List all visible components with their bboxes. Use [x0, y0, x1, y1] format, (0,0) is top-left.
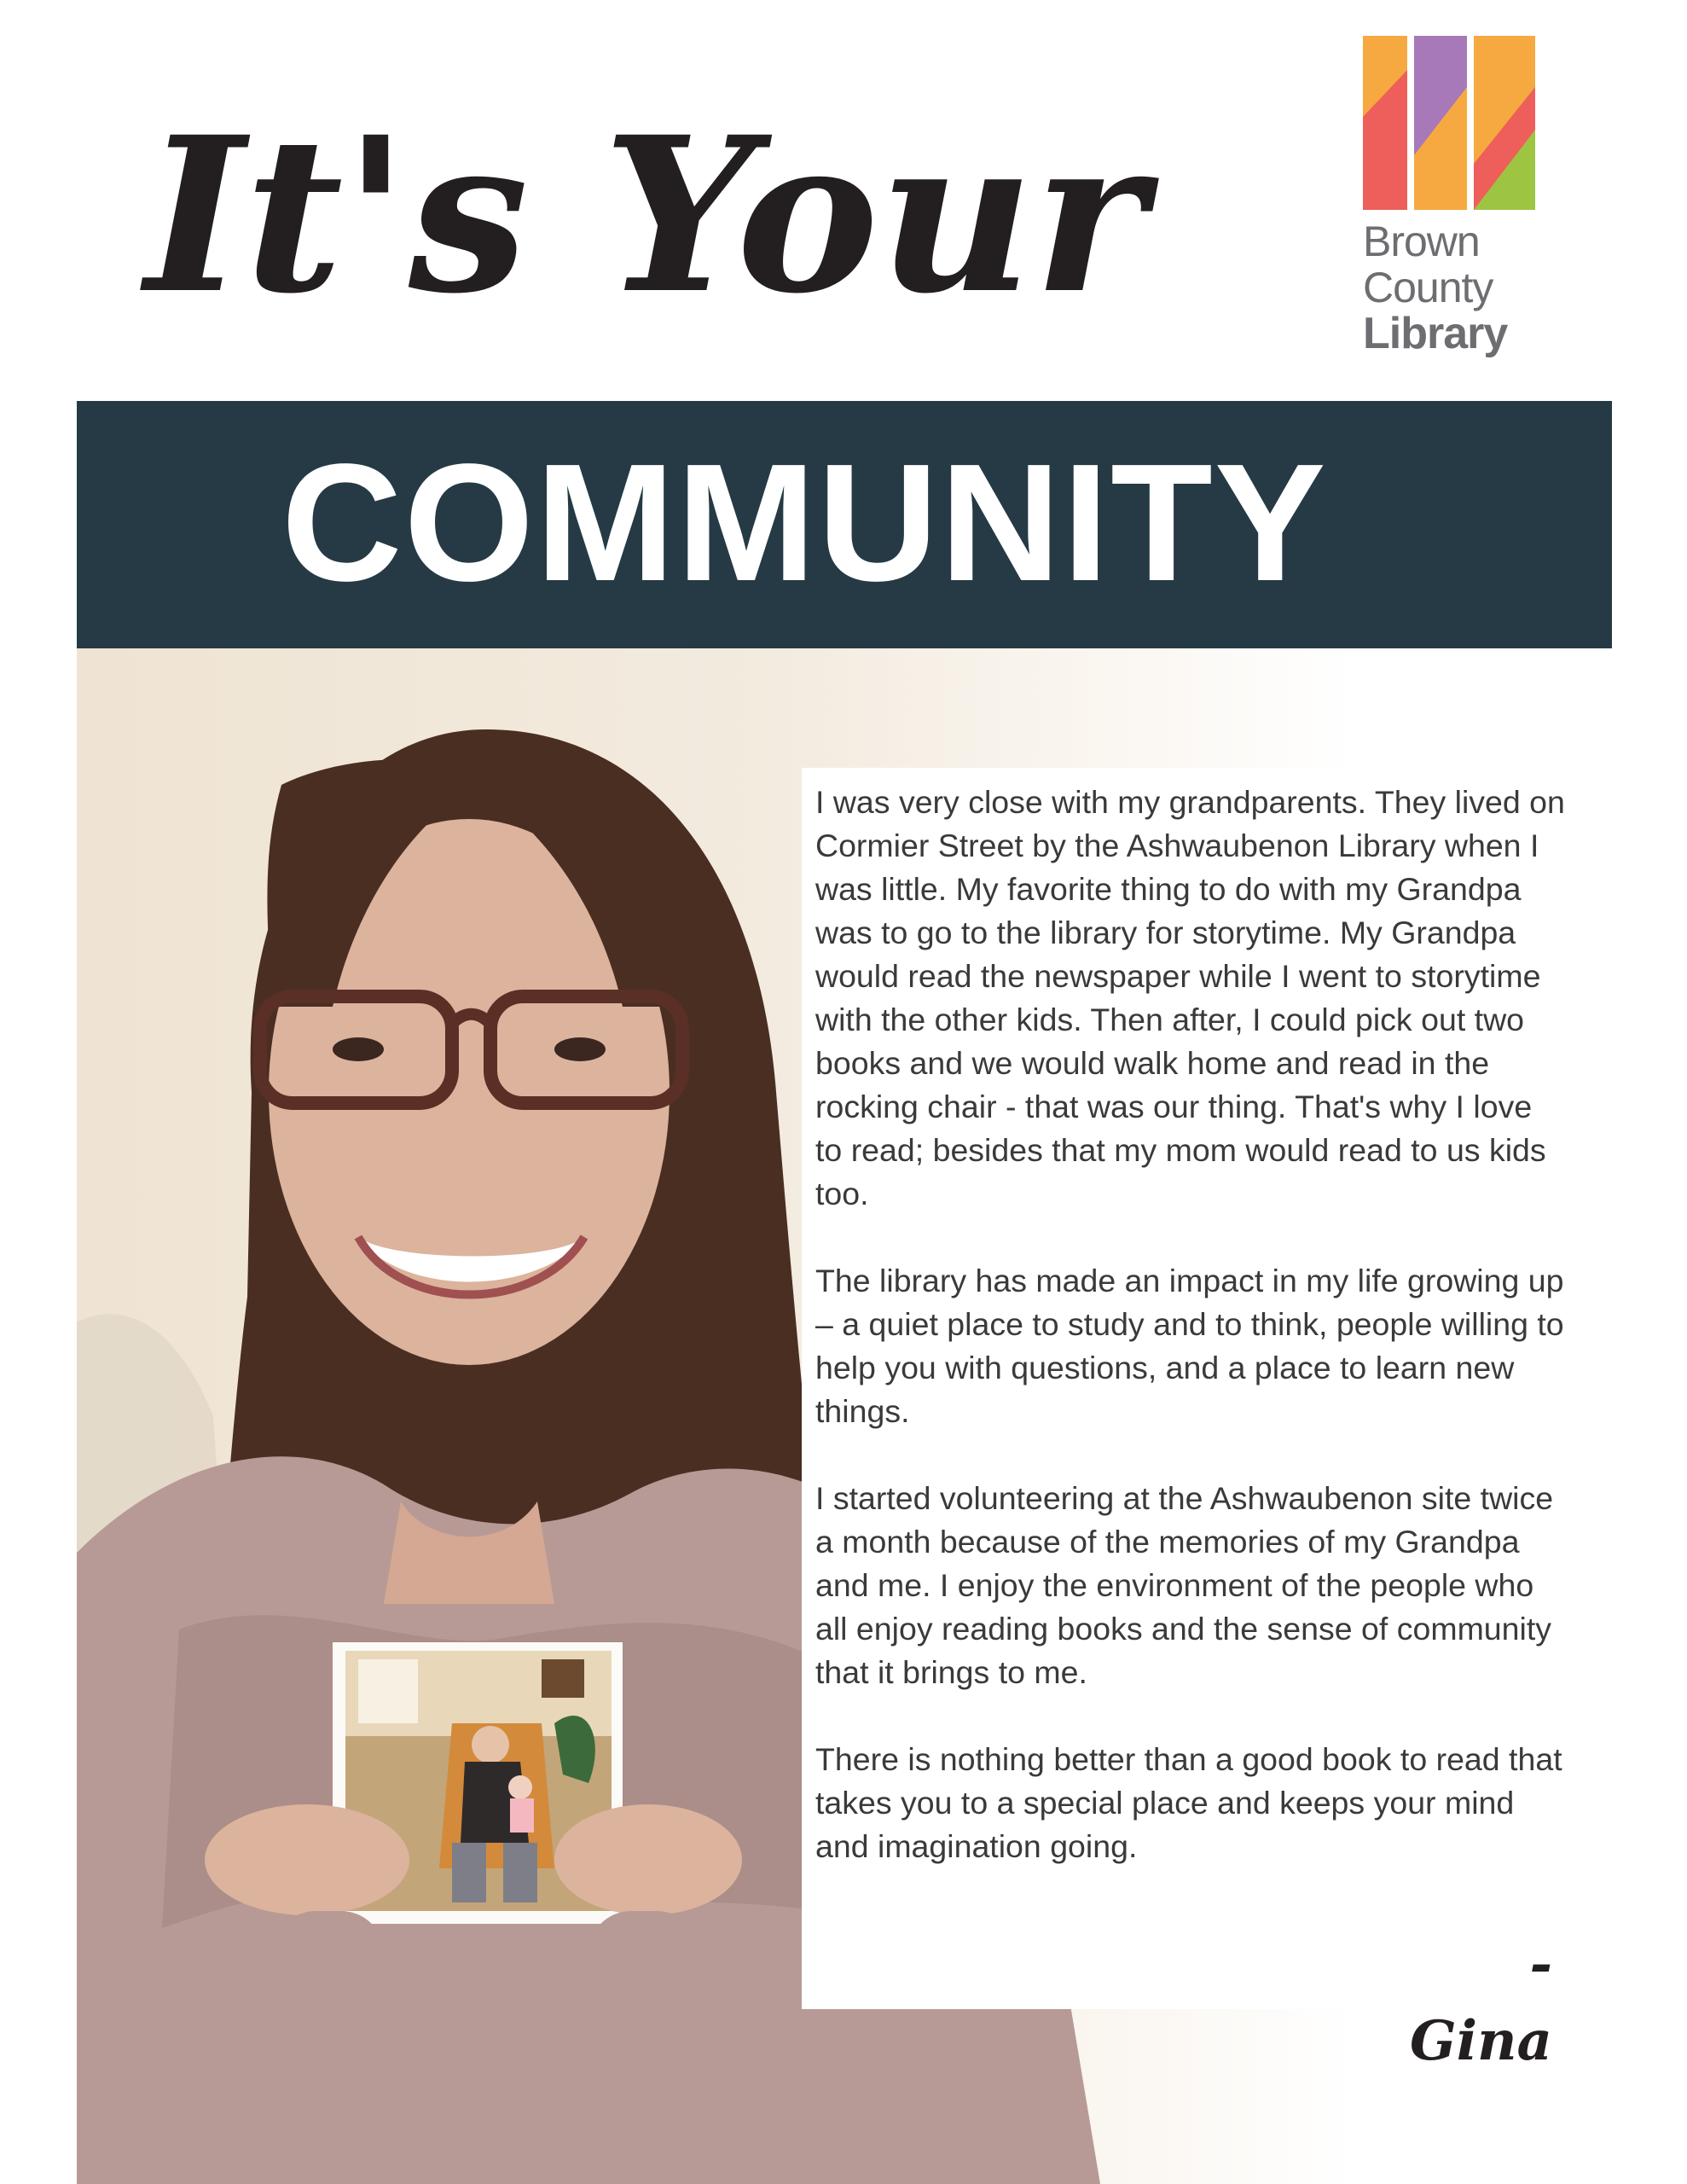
script-title-text: It's Your: [145, 90, 1146, 340]
brown-county-library-logo: [1363, 36, 1542, 360]
logo-line-brown: Brown: [1363, 218, 1480, 265]
script-title: [136, 77, 1146, 401]
logo-wordmark: [1363, 218, 1542, 357]
logo-line-county: County: [1363, 264, 1493, 311]
story-paragraph: There is nothing better than a good book to read that takes you to a special place and keeps your mind and imagination going.: [815, 1741, 1562, 1864]
signature-gina: - Gina: [1410, 1932, 1552, 2073]
library-logo-mark-icon: [1363, 36, 1535, 210]
story-paragraph: I started volunteering at the Ashwaubenon site twice a month because of the memories of my Grandpa and me. I enjoy the environment of the people who all enjoy reading books and the sense of community that it brings to me.: [815, 1480, 1554, 1690]
banner-title: COMMUNITY: [281, 429, 1328, 616]
story-paragraph: I was very close with my grandparents. They lived on Cormier Street by the Ashwaubenon Library when I was little. My favorite thing to do with my Grandpa was to go to the library for storytime. My Grandpa would read the newspaper while I went to storytime with the other kids. Then after, I could pick out two books and we would walk home and read in the rocking chair - that was our thing. That's why I love to read; besides that my mom would read to us kids too.: [815, 784, 1565, 1211]
community-banner: [77, 401, 1612, 648]
story-text-panel: [802, 768, 1569, 2073]
story-paragraph: The library has made an impact in my life growing up – a quiet place to study and to think, people willing to help you with questions, and a place to learn new things.: [815, 1263, 1564, 1429]
logo-line-library: Library: [1363, 309, 1508, 358]
